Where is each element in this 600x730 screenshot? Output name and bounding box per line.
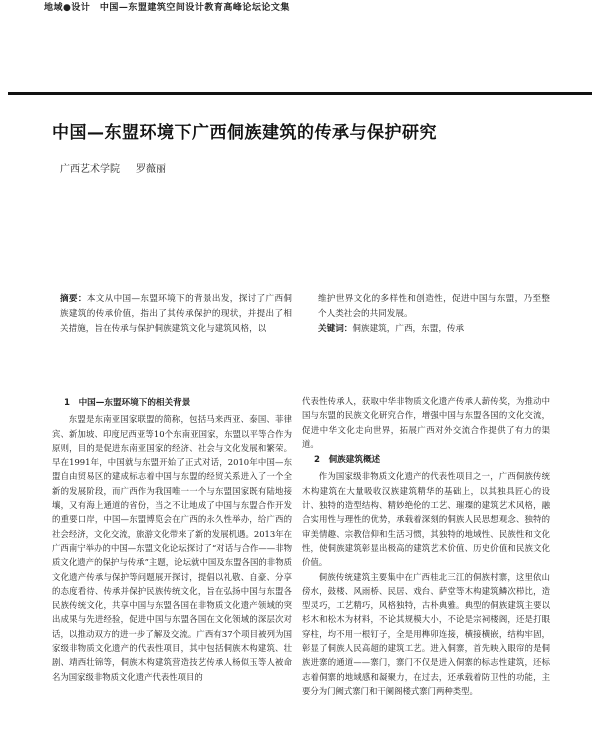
author-institution: 广西艺术学院	[60, 164, 120, 175]
section-heading-1: 1 中国—东盟环境下的相关背景	[64, 398, 191, 408]
abstract-label: 摘要：	[60, 294, 87, 304]
abstract-text-right: 维护世界文化的多样性和创造性，促进中国与东盟，乃至整个人类社会的共同发展。	[318, 294, 550, 319]
keywords-label: 关键词：	[318, 324, 353, 334]
keywords-text: 侗族建筑，广西，东盟，传承	[352, 324, 465, 334]
body-column-right	[302, 394, 550, 698]
abstract-right	[318, 292, 550, 337]
section-heading-2: 2 侗族建筑概述	[314, 455, 381, 466]
running-header: 地域●设计 中国—东盟建筑空间设计教育高峰论坛论文集	[44, 3, 290, 13]
author-name: 罗薇丽	[136, 164, 166, 175]
article-title: 中国—东盟环境下广西侗族建筑的传承与保护研究	[52, 123, 437, 143]
author-line	[60, 160, 166, 175]
body-paragraph-3: 侗族传统建筑主要集中在广西桂北三江的侗族村寨，这里依山傍水，鼓楼、风雨桥、民居、戏台、萨堂等木构建筑鳞次栉比，造型灵巧，工艺精巧，风格独特，古朴典雅。典型的侗族建筑主要以杉木和松木为材料，不论其规模大小，不论是宗祠楼阁，还是打眼穿柱，均不用一根钉子，全是用榫卯连接，横接横嵌，结构牢固，彰显了侗族人民高超的建筑工艺。进入侗寨，首先映入眼帘的是侗族进寨的通道——寨门，寨门不仅是进入侗寨的标志性建筑，还标志着侗寨的地域感和凝聚力，在过去，还承载着防卫性的功能，主要分为门阙式寨门和干阑阁楼式寨门两种类型。	[302, 571, 550, 696]
abstract-text-left: 本文从中国—东盟环境下的背景出发，探讨了广西侗族建筑的传承价值，指出了其传承保护的现状，并提出了相关措施，旨在传承与保护侗族建筑文化与建筑风格，以	[60, 294, 292, 334]
body-paragraph-2: 作为国家级非物质文化遗产的代表性项目之一，广西侗族传统木构建筑在大量吸收汉族建筑精华的基础上，以其独具匠心的设计、独特的造型结构、精妙绝伦的工艺、璀璨的建筑艺术风格，融合实用性与理性的优势，承载着深刻的侗族人民思想观念、独特的审美情趣、宗教信仰和生活习惯，其独特的地域性、民族性和文化性，使侗族建筑彰显出极高的建筑艺术价值、历史价值和民族文化价值。	[302, 471, 550, 568]
header-rule	[8, 92, 592, 95]
body-paragraph-1-cont: 代表性传承人，获取中华非物质文化遗产传承人薪传奖，为推动中国与东盟的民族文化研究合作，增强中国与东盟各国的文化交流，促进中华文化走向世界，拓展广西对外交流合作提供了有力的渠道。	[302, 396, 550, 449]
body-paragraph-1: 东盟是东南亚国家联盟的简称，包括马来西亚、泰国、菲律宾、新加坡、印度尼西亚等10个东南亚国家，东盟以平等合作为原则，目的是促进东南亚国家的经济、社会与文化发展和繁荣。早在1991年，中国就与东盟开始了正式对话，2010年中国—东盟自由贸易区的建成标志着中国与东盟的经贸关系进入了一个全新的发展阶段，而广西作为我国唯一一个与东盟国家既有陆地接壤，又有海上通道的省份，当之不让地成了中国与东盟合作开发的重要口岸，中国—东盟博览会在广西的永久性举办，给广西的社会经济，文化交流，旅游文化带来了新的发展机遇。2013年在广西南宁举办的中国—东盟文化论坛探讨了“对话与合作——非物质文化遗产的保护与传承”主题，论坛就中国及东盟各国的非物质文化遗产传承与保护等问题展开探讨，提倡以礼敬、自豪、分享的态度看待、传承并保护民族传统文化，旨在弘扬中国与东盟各民族传统文化，共享中国与东盟各国在非物质文化遗产领域的突出成果与先进经验，促进中国与东盟各国在文化领域的深层次对话，以推动双方的进一步了解及交流。广西有37个项目被列为国家级非物质文化遗产的代表性项目，其中包括侗族木构建筑、壮剧、靖西壮锦等，侗族木构建筑营造技艺传承人杨似玉等人被命名为国家级非物质文化遗产代表性项目的	[52, 414, 292, 682]
abstract-left	[60, 292, 292, 337]
body-column-left	[52, 394, 292, 684]
